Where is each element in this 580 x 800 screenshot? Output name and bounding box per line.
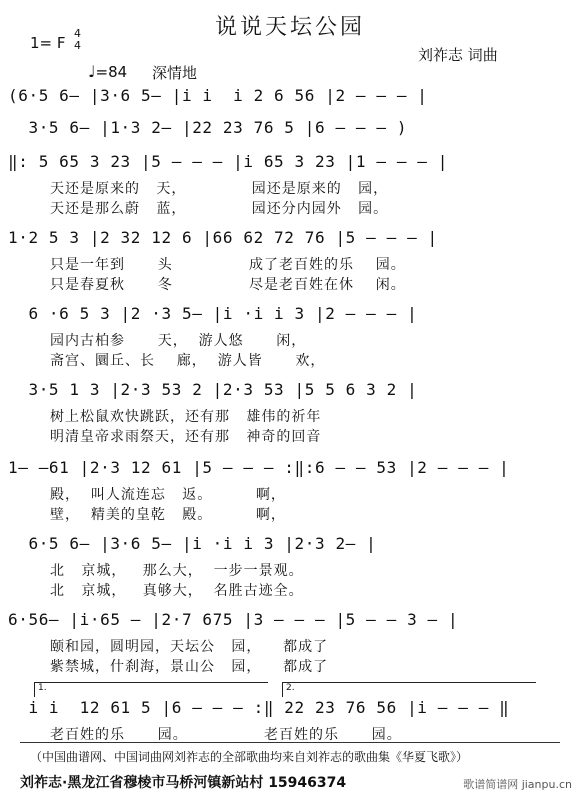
lyric-6a: 树上松鼠欢快跳跃，还有那 雄伟的祈年 [50, 409, 322, 425]
lyric-9a: 颐和园，圆明园，天坛公 园， 都成了 [50, 639, 329, 655]
lyric-7b: 壁， 精美的皇乾 殿。 啊， [50, 507, 286, 523]
source-note: （中国曲谱网、中国词曲网刘祚志的全部歌曲均来自刘祚志的歌曲集《华夏飞歌》） [30, 750, 469, 764]
tempo-mark [88, 62, 127, 81]
volta-first: 1. [34, 682, 268, 697]
score-line-4: 1·2 5 3 |2 32 12 6 |66 62 72 76 |5 — — — | [8, 228, 438, 247]
footer-divider [20, 742, 560, 743]
lyric-8b: 北 京城， 真够大， 名胜古迹全。 [50, 583, 304, 599]
song-title: 说说天坛公园 [214, 15, 365, 40]
lyric-8a: 北 京城， 那么大， 一步一景观。 [50, 563, 304, 579]
contact-info: 刘祚志·黑龙江省穆棱市马桥河镇新站村 15946374 [20, 775, 347, 791]
score-line-3: ‖: 5 65 3 23 |5 — — — |i 65 3 23 |1 — — — | [8, 152, 449, 171]
lyric-10: 老百姓的乐 园。 老百姓的乐 园。 [50, 727, 402, 743]
quarter-note-icon: ♩ [88, 62, 96, 81]
tempo-value: =84 [95, 63, 128, 81]
time-sig-top: 4 [74, 27, 81, 40]
lyric-7a: 殿， 叫人流连忘 返。 啊， [50, 487, 286, 503]
score-line-9: 6·56— |i·65 — |2·7 675 |3 — — — |5 — — 3 — | [8, 610, 459, 629]
lyric-3b: 天还是那么蔚 蓝， 园还分内园外 园。 [50, 201, 389, 217]
lyric-5b: 斋宫、圜丘、长 廊， 游人皆 欢， [50, 353, 326, 369]
lyric-6b: 明清皇帝求雨祭天，还有那 神奇的回音 [50, 429, 322, 445]
score-line-10: i i 12 61 5 |6 — — — :‖ 22 23 76 56 |i — — — ‖ [8, 698, 510, 717]
lyric-4a: 只是一年到 头 成了老百姓的乐 园。 [50, 257, 406, 273]
volta-second: 2. [282, 682, 536, 697]
key-signature [30, 27, 81, 52]
score-line-6: 3·5 1 3 |2·3 53 2 |2·3 53 |5 5 6 3 2 | [8, 380, 418, 399]
score-line-8: 6·5 6— |3·6 5— |i ·i i 3 |2·3 2— | [8, 534, 377, 553]
author-credit: 刘祚志 词曲 [418, 46, 498, 64]
time-sig-bottom: 4 [74, 39, 81, 52]
score-line-2: 3·5 6— |1·3 2— |22 23 76 5 |6 — — — ) [8, 118, 408, 137]
score-line-7: 1— —61 |2·3 12 61 |5 — — — :‖:6 — — 53 |2 — — — | [8, 458, 510, 477]
expression-mark: 深情地 [152, 64, 198, 82]
score-line-5: 6 ·6 5 3 |2 ·3 5— |i ·i i 3 |2 — — — | [8, 304, 418, 323]
key-label: 1= F [30, 34, 66, 52]
score-line-1: (6·5 6— |3·6 5— |i i i 2 6 56 |2 — — — | [8, 86, 428, 105]
site-watermark: 歌谱简谱网 jianpu.cn [463, 778, 572, 791]
lyric-9b: 紫禁城，什刹海，景山公 园， 都成了 [50, 659, 329, 675]
lyric-3a: 天还是原来的 天， 园还是原来的 园， [50, 181, 389, 197]
lyric-4b: 只是春夏秋 冬 尽是老百姓在休 闲。 [50, 277, 406, 293]
time-signature [74, 28, 81, 52]
lyric-5a: 园内古柏参 天， 游人悠 闲， [50, 333, 307, 349]
